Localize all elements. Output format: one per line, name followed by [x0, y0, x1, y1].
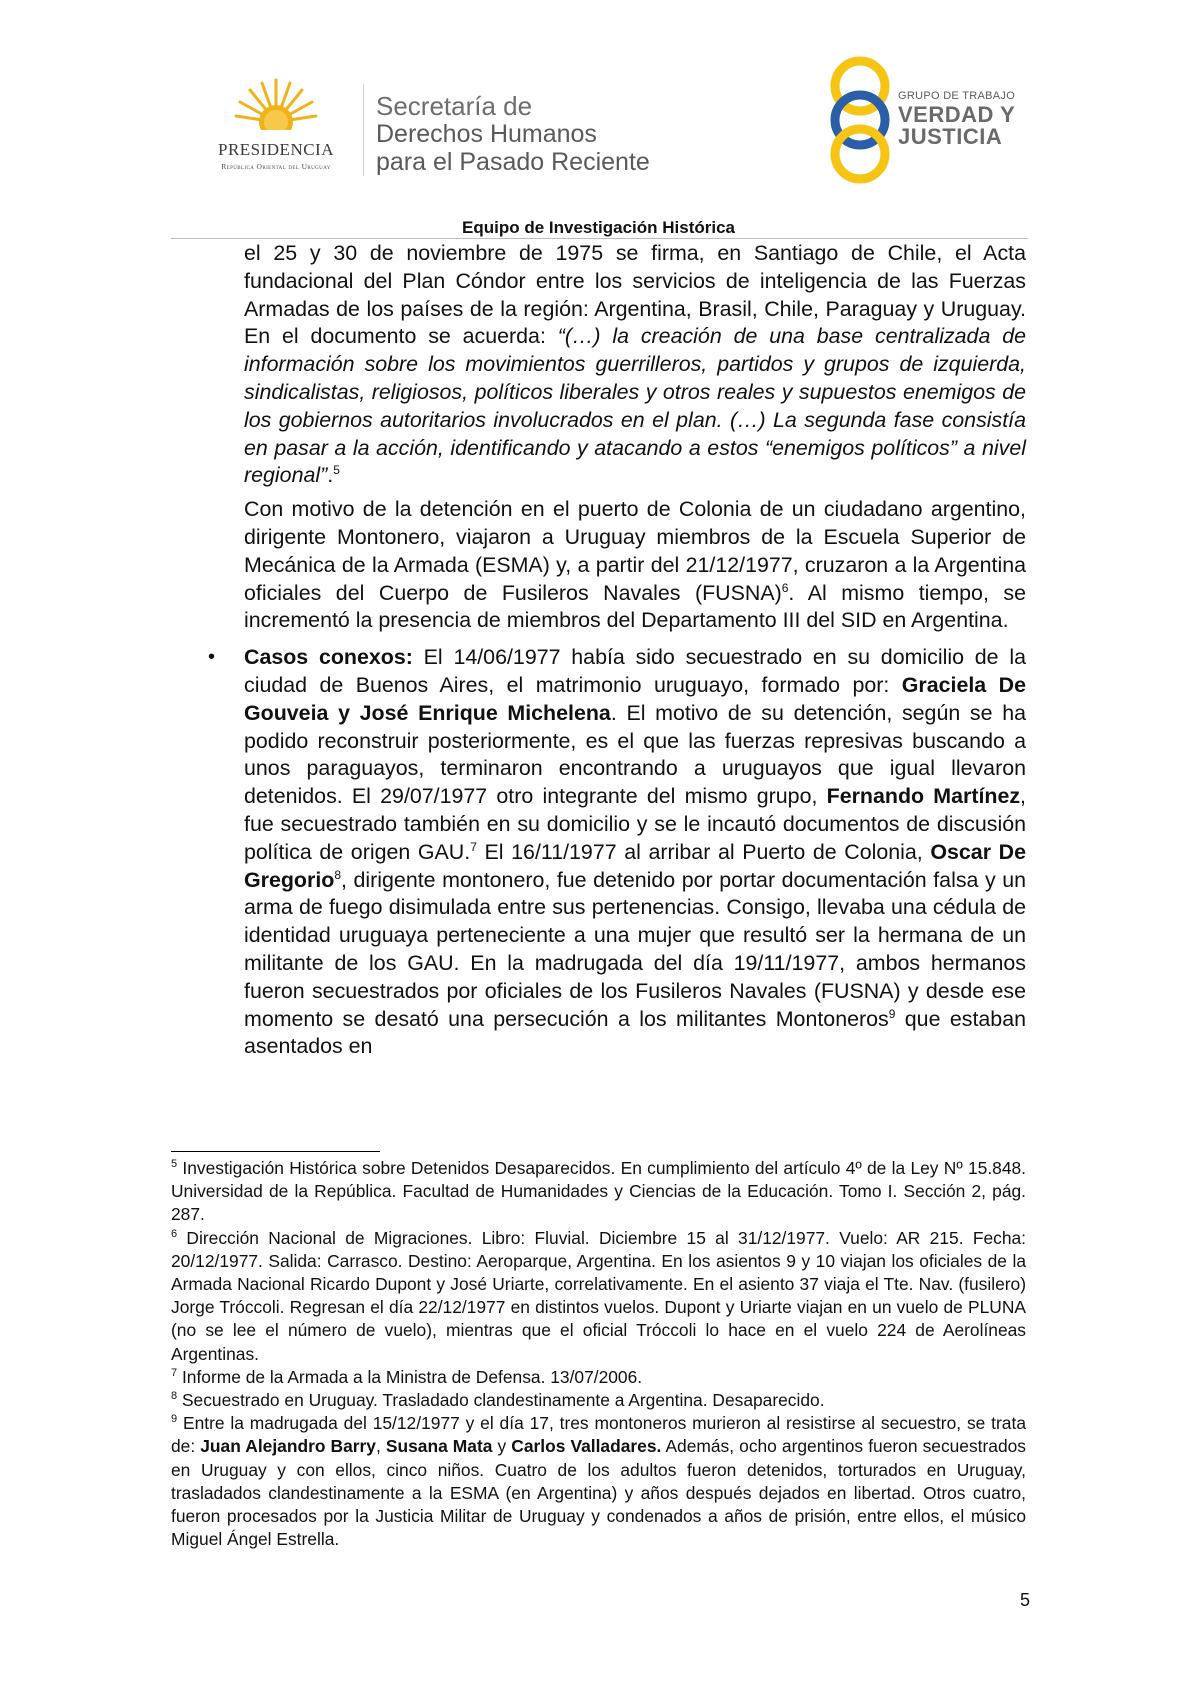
names-de-gouveia-michelena: Graciela De Gouveia y José Enrique Michelena — [244, 672, 1026, 725]
name-fernando-martinez: Fernando Martínez — [826, 784, 1021, 809]
body-text — [208, 240, 1026, 1061]
casos-conexos-label: Casos conexos: — [244, 645, 413, 670]
footnote-5: $^5$ Investigación Histórica sobre Detenidos Desaparecidos. En cumplimiento del artículo 4º de la Ley Nº 15.848. Universidad de la República. Facultad de Humanidades y Ciencias de la Educación. Tomo I. Sección 2, pág. 287. — [171, 1158, 1026, 1225]
justicia-label: JUSTICIA — [898, 124, 1003, 149]
secretaria-logo-text — [376, 92, 650, 176]
presidencia-name: PRESIDENCIA — [217, 140, 334, 159]
interlocked-rings-icon — [826, 56, 894, 184]
footnote-6: $^6$ Dirección Nacional de Migraciones. Libro: Fluvial. Diciembre 15 al 31/12/1977. Vuelo: AR 215. Fecha: 20/12/1977. Salida: Carrasco. Destino: Aeroparque, Argentina. En los asientos 9 y 10 viajan los oficiales de la Armada Nacional Ricardo Dupont y José Uriarte, correlativamente. En el asiento 37 viaja el Tte. Nav. (fusilero) Jorge Tróccoli. Regresan el día 22/12/1977 en distintos vuelos. Dupont y Uriarte viajan en un vuelo de PLUNA (no se lee el número de vuelo), mientras que el oficial Tróccoli lo hace en el vuelo 224 de Aerolíneas Argentinas. — [171, 1227, 1026, 1364]
list-item-casos-conexos: • Casos conexos: El 14/06/1977 había sido secuestrado en su domicilio de la ciudad de Buenos Aires, el matrimonio uruguayo, formado por: Graciela De Gouveia y José Enrique Michelena. El motivo de su detención, según se ha podido reconstruir posteriormente, es el que las fuerzas represivas buscando a unos paraguayos, terminaron encontrando a uruguayos que igual llevaron detenidos. El 29/07/1977 otro integrante del mismo grupo, Fernando Martínez, fue secuestrado también en su domicilio y se le incautó documentos de discusión política de origen GAU.$^7$ El 16/11/1977 al arribar al Puerto de Colonia, Oscar De Gregorio$^8$, dirigente montonero, fue detenido por portar documentación falsa y un arma de fuego disimulada entre sus pertenencias. Consigo, llevaba una cédula de identidad uruguaya perteneciente a una mujer que resultó ser la hermana de un militante de los GAU. En la madrugada del día 19/11/1977, ambos hermanos fueron secuestrados por oficiales de los Fusileros Navales (FUSNA) y desde ese momento se desató una persecución a los militantes Montoneros$^9$ que estaban asentados en — [208, 645, 1026, 1059]
footnote-ref-5[interactable]: 5 — [333, 463, 340, 478]
footnote-ref-9[interactable]: 9 — [888, 1006, 896, 1021]
footnote-7: $^7$ Informe de la Armada a la Ministra de Defensa. 13/07/2006. — [171, 1366, 643, 1387]
sun-emblem-icon — [234, 78, 318, 140]
footnote-ref-7[interactable]: 7 — [470, 839, 477, 854]
presidencia-logo — [196, 78, 356, 178]
footnote-8: $^8$ Secuestrado en Uruguay. Trasladado clandestinamente a Argentina. Desaparecido. — [171, 1390, 825, 1411]
footnote-ref-6[interactable]: 6 — [781, 580, 789, 595]
bullet-icon: • — [208, 646, 216, 669]
paragraph-plan-condor: el 25 y 30 de noviembre de 1975 se firma, en Santiago de Chile, el Acta fundacional del Plan Cóndor entre los servicios de inteligencia de las Fuerzas Armadas de los países de la región: Argentina, Brasil, Chile, Paraguay y Uruguay. En el documento se acuerda: “(…) la creación de una base centralizada de información sobre los movimientos guerrilleros, partidos y grupos de izquierda, sindicalistas, religiosos, políticos liberales y otros reales y supuestos enemigos de los gobiernos autoritarios involucrados en el plan. (…) La segunda fase consistía en pasar a la acción, identificando y atacando a estos “enemigos políticos” a nivel regional”.$^5$ — [244, 241, 1026, 488]
header-rule — [171, 238, 1028, 239]
header-divider — [363, 84, 364, 176]
footnote-9: $^9$ Entre la madrugada del 15/12/1977 y el día 17, tres montoneros murieron al resistirse al secuestro, se trata de: Juan Alejandro Barry, Susana Mata y Carlos Valladares. Además, ocho argentinos fueron secuestrados en Uruguay y con ellos, cinco niños. Cuatro de los adultos fueron detenidos, torturados en Uruguay, trasladados clandestinamente a la ESMA (en Argentina) y años después dejados en libertad. Otros cuatro, fueron procesados por la Justicia Militar de Uruguay y condenados a años de prisión, entre ellos, el músico Miguel Ángel Estrella. — [171, 1413, 1027, 1550]
name-oscar-de-gregorio: Oscar De Gregorio — [244, 839, 1026, 892]
secretaria-line-1: Secretaría de — [376, 91, 533, 121]
presidencia-subtitle: República Oriental del Uruguay — [221, 162, 331, 171]
verdad-label: VERDAD Y — [898, 102, 1016, 127]
verdad-justicia-logo — [826, 56, 1026, 184]
paragraph-colonia: Con motivo de la detención en el puerto de Colonia de un ciudadano argentino, dirigente Montonero, viajaron a Uruguay miembros de la Escuela Superior de Mecánica de la Armada (ESMA) y, a partir del 21/12/1977, cruzaron a la Argentina oficiales del Cuerpo de Fusileros Navales (FUSNA)$^6$. Al mismo tiempo, se incrementó la presencia de miembros del Departamento III del SID en Argentina. — [244, 497, 1026, 633]
page-number: 5 — [1019, 1590, 1030, 1610]
secretaria-line-3: para el Pasado Reciente — [376, 148, 650, 176]
footnote-ref-8[interactable]: 8 — [334, 867, 342, 882]
secretaria-line-2: Derechos Humanos — [376, 120, 597, 148]
footnotes — [171, 1157, 1026, 1551]
footnote-separator — [171, 1151, 380, 1152]
team-title: Equipo de Investigación Histórica — [462, 218, 735, 237]
grupo-trabajo-label: GRUPO DE TRABAJO — [898, 90, 1016, 102]
quote-text: “(…) la creación de una base centralizada de información sobre los movimientos guerrilleros, partidos y grupos de izquierda, sindicalistas, religiosos, políticos liberales y otros reales y supuestos enemigos de los gobiernos autoritarios involucrados en el plan. (…) La segunda fase consistía en pasar a la acción, identificando y atacando a estos “enemigos políticos” a nivel regional” — [244, 324, 1026, 488]
